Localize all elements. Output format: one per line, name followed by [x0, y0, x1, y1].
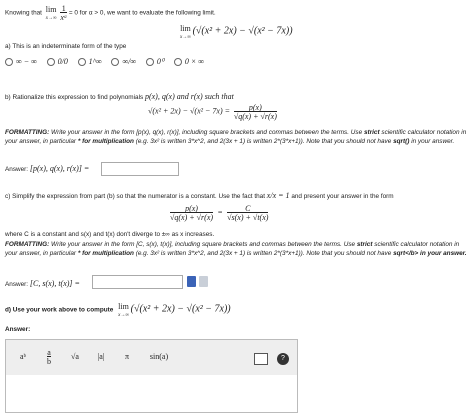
radio-icon[interactable] — [78, 58, 86, 66]
part-c-equation: $\frac{p(x)}{√q(x) + √r(x)} = \frac{C}{√s(x) + √t(x)}$ — [170, 204, 269, 222]
part-d-label: d) Use your work above to compute lim x→∞ (√(x² + 2x) − √(x² − 7x)) — [5, 302, 231, 318]
radio-icon[interactable] — [146, 58, 154, 66]
part-b-equation: $√(x^2 + 2x) - √(x^2 - 7x) = \frac{p(x)}{√q(x) + √r(x)}$ — [148, 103, 277, 121]
part-d-answer-label: Answer: — [5, 326, 31, 333]
math-toolbar — [6, 340, 297, 375]
part-a-label: a) This is an indeterminate form of the type — [5, 43, 127, 50]
intro-line — [5, 4, 216, 22]
option-inf-over-inf[interactable]: ∞/∞ — [111, 59, 136, 66]
part-c-formatting: FORMATTING: Write your answer in the form [C, s(x), t(x)], including square brackets and commas between the terms. Use strict scientific calculator notation in your answer, in particular * for multiplication (e.g. 3x² is written 3*x^2, and 2(3x + 1) is written 2*(3*x+1)). Note that you should not have sqrt</b> in your answer. — [5, 241, 467, 257]
part-a-options — [5, 57, 204, 66]
part-b-answer-input[interactable] — [101, 162, 179, 176]
part-b-label: b) Rationalize this expression to find polynomials p(x), q(x) and r(x) such that — [5, 92, 234, 101]
option-zero-to-zero[interactable]: 0⁰ — [146, 59, 164, 66]
fraction-button[interactable]: a b — [47, 348, 51, 366]
intro-limit: lim x→∞ — [45, 5, 57, 21]
radio-icon[interactable] — [111, 58, 119, 66]
option-zero-over-zero[interactable]: 0/0 — [47, 59, 68, 66]
part-c-answer-input[interactable] — [92, 275, 183, 289]
option-inf-minus-inf[interactable]: ∞ − ∞ — [5, 59, 37, 66]
power-button[interactable]: aᵇ — [19, 352, 27, 361]
radio-icon[interactable] — [174, 58, 182, 66]
sin-button[interactable]: sin(a) — [149, 352, 169, 361]
document-icon[interactable] — [199, 276, 208, 287]
main-limit: lim x→∞ (√(x² + 2x) − √(x² − 7x)) — [180, 24, 293, 40]
math-editor[interactable] — [5, 339, 298, 413]
radio-icon[interactable] — [5, 58, 13, 66]
intro-prefix: Knowing that — [5, 9, 42, 17]
part-c-label: c) Simplify the expression from part (b) so that the numerator is a constant. Use the fact that x/x = 1 and present your answer in the form — [5, 191, 394, 200]
abs-button[interactable]: |a| — [97, 352, 105, 361]
radio-icon[interactable] — [47, 58, 55, 66]
intro-tail: = 0 for α > 0, we want to evaluate the following limit. — [68, 9, 216, 17]
option-one-to-inf[interactable]: 1^∞ — [78, 59, 102, 66]
preview-icon[interactable] — [187, 276, 196, 287]
option-zero-times-inf[interactable]: 0 × ∞ — [174, 59, 204, 66]
trash-icon[interactable] — [254, 353, 268, 365]
sqrt-button[interactable]: √a — [71, 352, 79, 361]
part-b-answer-row: Answer: [p(x), q(x), r(x)] = — [5, 164, 90, 173]
part-c-answer-row: Answer: [C, s(x), t(x)] = — [5, 279, 80, 288]
part-b-formatting: FORMATTING: Write your answer in the form [p(x), q(x), r(x)], including square brackets and commas between the terms. Use strict scientific calculator notation in your answer, in particular * for multiplication (e.g. 3x² is written 3*x^2, and 2(3x + 1) is written 2*(3*x+1)). Note that you should not have sqrt() in your answer. — [5, 129, 467, 145]
pi-button[interactable]: π — [124, 352, 130, 361]
intro-fraction: $\frac{1}{\text{xᵅ}}$ — [60, 4, 68, 22]
main-limit-expr: (√(x² + 2x) − √(x² − 7x)) — [192, 25, 293, 37]
part-c-where: where C is a constant and s(x) and t(x) don't diverge to ±∞ as x increases. — [5, 231, 215, 238]
help-icon[interactable]: ? — [277, 353, 289, 365]
